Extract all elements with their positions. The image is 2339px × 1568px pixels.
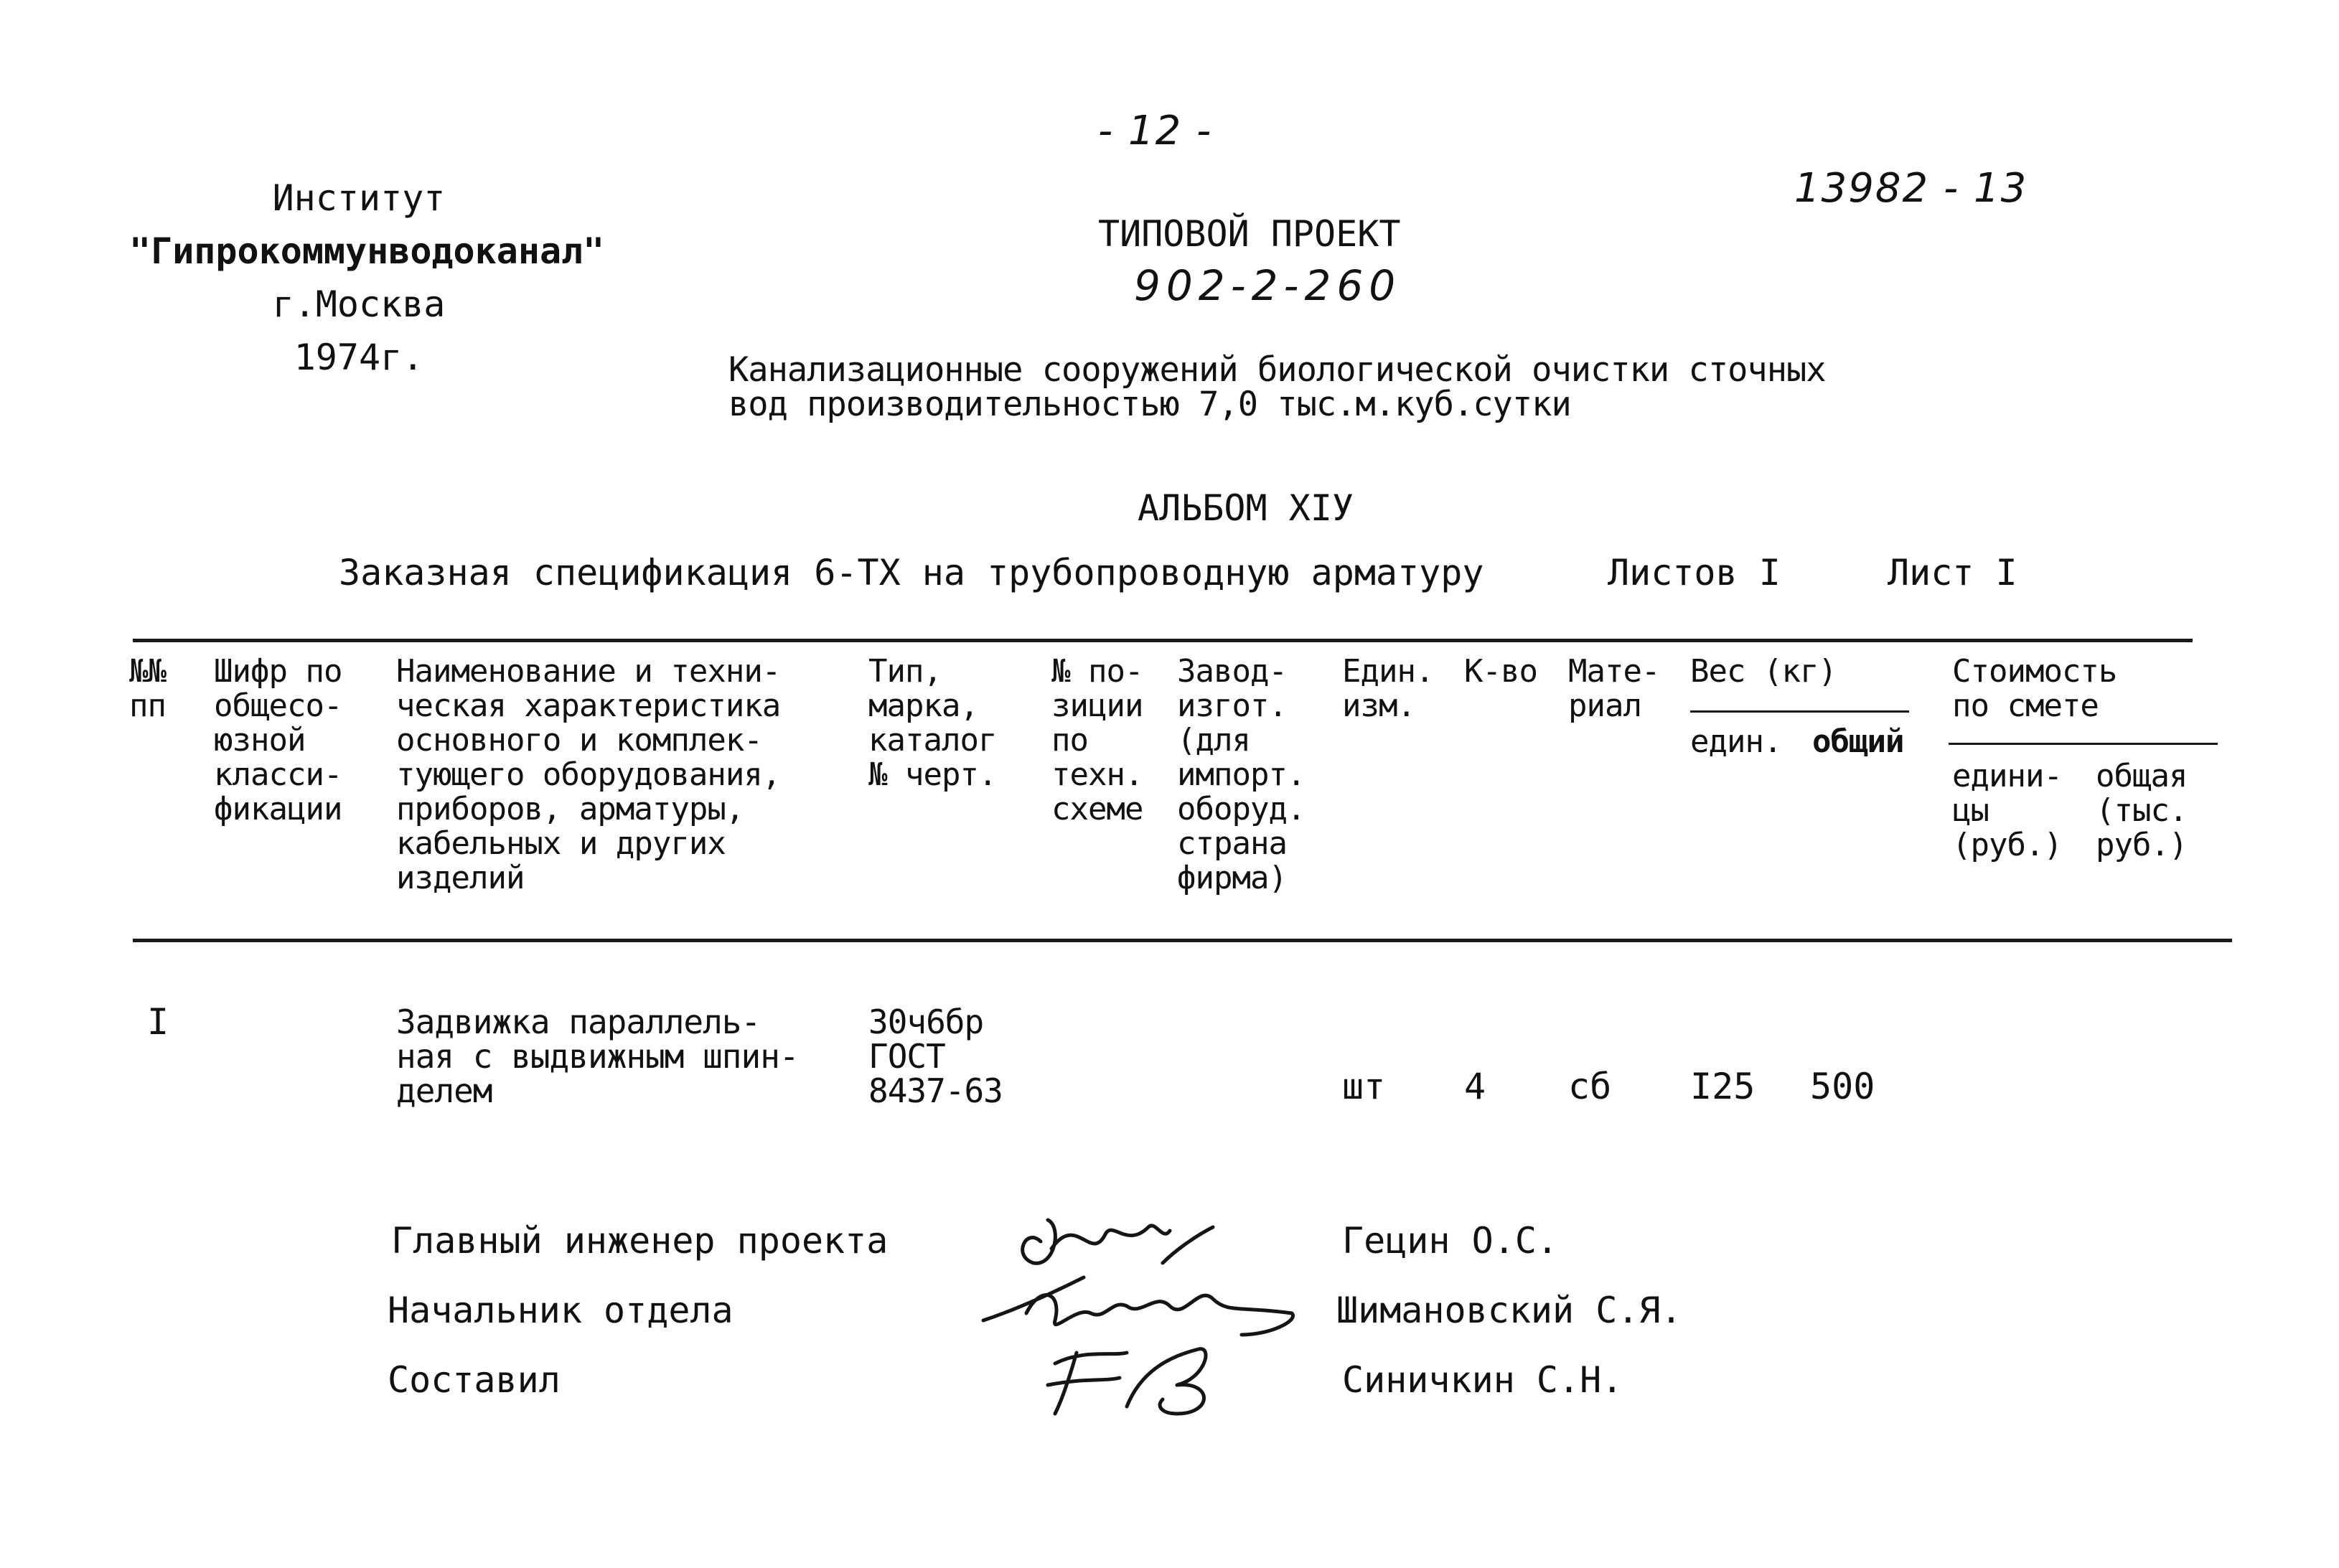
weight-header-rule bbox=[1690, 710, 1909, 713]
header-num: №№ пп bbox=[129, 653, 166, 724]
signature-role-chief-engineer: Главный инженер проекта bbox=[391, 1220, 889, 1262]
institute-name: "Гипрокоммунводоканал" bbox=[129, 230, 605, 272]
header-cost-total: общая (тыс. руб.) bbox=[2096, 758, 2188, 863]
header-cost-unit: едини- цы (руб.) bbox=[1952, 758, 2062, 863]
cost-header-rule bbox=[1949, 743, 2218, 745]
project-label: ТИПОВОЙ ПРОЕКТ bbox=[1098, 213, 1401, 255]
header-position: № по- зиции по техн. схеме bbox=[1051, 653, 1143, 827]
header-code: Шифр по общесо- юзной класси- фикации bbox=[214, 653, 342, 827]
header-factory: Завод- изгот. (для импорт. оборуд. страна фирма) bbox=[1177, 653, 1306, 896]
row-weight-unit: I25 bbox=[1690, 1066, 1756, 1107]
signature-department-head bbox=[983, 1277, 1293, 1335]
signature-role-compiled-by: Составил bbox=[388, 1359, 561, 1401]
signature-scribbles bbox=[983, 1198, 1342, 1428]
header-name: Наименование и техни- ческая характеристика основного и комплек- тующего оборудования, приборов, арматуры, кабельных и других изделий bbox=[396, 653, 781, 896]
table-top-rule bbox=[133, 639, 2193, 642]
sheets-total: Листов I bbox=[1608, 552, 1781, 593]
header-type: Тип, марка, каталог № черт. bbox=[868, 653, 997, 793]
institute-year: 1974г. bbox=[294, 337, 424, 378]
row-name: Задвижка параллель- ная с выдвижным шпин- делем bbox=[396, 1003, 799, 1110]
header-weight-unit: един. bbox=[1690, 723, 1782, 760]
page-number: - 12 - bbox=[1098, 108, 1213, 154]
row-unit: шт bbox=[1342, 1066, 1386, 1107]
institute-label: Институт bbox=[272, 177, 446, 219]
signature-chief-engineer bbox=[1023, 1220, 1213, 1263]
institute-block bbox=[129, 177, 605, 378]
handwritten-signatures bbox=[983, 1198, 1342, 1428]
sheet-number: Лист I bbox=[1888, 552, 2017, 593]
project-title-line1: Канализационные сооружений биологической очистки сточных bbox=[728, 350, 1826, 390]
row-type: 30ч6бр ГОСТ 8437-63 bbox=[868, 1003, 1003, 1110]
album-title: АЛЬБОМ XIУ bbox=[1138, 487, 1354, 529]
signature-role-department-head: Начальник отдела bbox=[388, 1290, 733, 1331]
header-material: Мате- риал bbox=[1568, 653, 1660, 724]
row-material: сб bbox=[1568, 1066, 1612, 1107]
row-weight-total: 500 bbox=[1810, 1066, 1875, 1107]
header-weight-total: общий bbox=[1812, 723, 1904, 760]
header-unit: Един. изм. bbox=[1342, 653, 1434, 724]
project-number: 902-2-260 bbox=[1134, 261, 1402, 310]
specification-title: Заказная спецификация 6-ТХ на трубопроводную арматуру bbox=[339, 552, 1484, 593]
row-qty: 4 bbox=[1464, 1066, 1486, 1107]
row-num: I bbox=[147, 1001, 169, 1043]
signature-name-chief-engineer: Гецин О.С. bbox=[1342, 1220, 1559, 1262]
signature-name-department-head: Шимановский С.Я. bbox=[1336, 1290, 1682, 1331]
header-weight: Вес (кг) bbox=[1690, 653, 1837, 690]
header-cost: Стоимость по смете bbox=[1952, 653, 2117, 724]
signature-name-compiled-by: Синичкин С.Н. bbox=[1342, 1359, 1623, 1401]
table-header-rule bbox=[133, 939, 2232, 942]
header-qty: К-во bbox=[1464, 653, 1537, 690]
document-number: 13982 - 13 bbox=[1794, 165, 2028, 212]
project-title-line2: вод производительностью 7,0 тыс.м.куб.сутки bbox=[728, 385, 1571, 424]
institute-city: г.Москва bbox=[272, 283, 446, 325]
signature-compiler bbox=[1048, 1349, 1206, 1414]
